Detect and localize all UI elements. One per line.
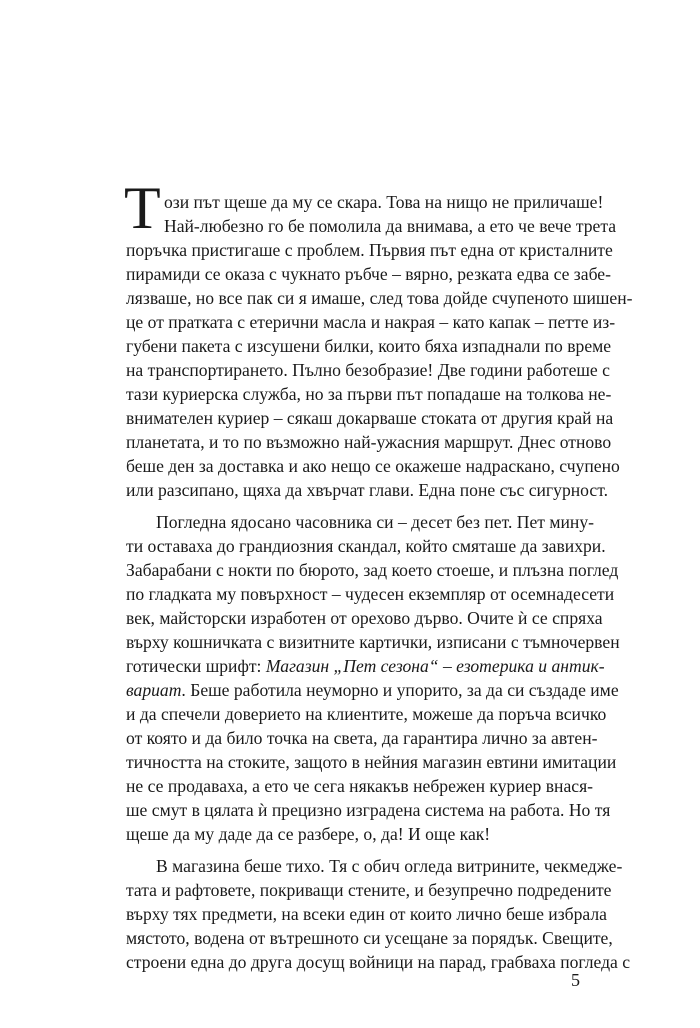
text-line: мястото, водена от вътрешното си усещане за порядък. Свещите, [126, 928, 613, 948]
text-run: готически шрифт: [126, 656, 266, 676]
text-line: върху кошничката с визитните картички, изписани с тъмночервен [126, 632, 620, 652]
text-line [126, 678, 619, 702]
text-line: Забарабани с нокти по бюрото, зад което стоеше, и плъзна поглед [126, 560, 619, 580]
text-line: по гладката му повърхност – чудесен екземпляр от осемнадесети [126, 584, 615, 604]
text-line: строени една до друга досущ войници на парад, грабваха погледа с [126, 952, 631, 972]
text-line: от която и да било точка на света, да гарантира лично за автен- [126, 728, 598, 748]
text-line: це от пратката с етерични масла и накрая – като капак – петте из- [126, 312, 616, 332]
text-line: не се продаваха, а ето че сега някакъв небрежен куриер внася- [126, 776, 594, 796]
text-line: поръчка пристигаше с проблем. Първия път една от кристалните [126, 240, 613, 260]
text-line: лязваше, но все пак си я имаше, след това дойде счупеното шишен- [126, 288, 633, 308]
text-line: пирамиди се оказа с чукнато ръбче – вярно, резката едва се забе- [126, 264, 611, 284]
text-line: върху тях предмети, на всеки един от които лично беше избрала [126, 904, 607, 924]
text-line: ти оставаха до грандиозния скандал, който смяташе да завихри. [126, 536, 606, 556]
text-line: ози път щеше да му се скара. Това на нищо не приличаше! [164, 192, 604, 212]
text-line: или разсипано, щяха да хвърчат глави. Една поне със сигурност. [126, 480, 608, 500]
page-number: 5 [571, 970, 580, 990]
text-line: тата и рафтовете, покриващи стените, и безупречно подредените [126, 880, 612, 900]
text-line: губени пакета с изсушени билки, които бяха изпаднали по време [126, 336, 612, 356]
text-line: планетата, и то по възможно най-ужасния маршрут. Днес отново [126, 432, 612, 452]
text-line: тичността на стоките, защото в нейния магазин евтини имитации [126, 752, 617, 772]
text-line: В магазина беше тихо. Тя с обич огледа витрините, чекмедже- [156, 856, 623, 876]
text-line: щеше да му даде да се разбере, о, да! И още как! [126, 824, 491, 844]
text-line: тази куриерска служба, но за първи път попадаше на толкова не- [126, 384, 612, 404]
text-line: на транспортирането. Пълно безобразие! Две години работеше с [126, 360, 610, 380]
text-line: и да спечели доверието на клиентите, можеше да поръча всичко [126, 704, 607, 724]
shop-name-italic: вариат [126, 680, 182, 700]
text-line: внимателен куриер – сякаш докарваше стоката от другия край на [126, 408, 614, 428]
text-line [126, 654, 605, 678]
text-line: Най-любезно го бе помолила да внимава, а ето че вече трета [164, 216, 617, 236]
drop-cap: Т [124, 175, 161, 241]
text-line: Погледна ядосано часовника си – десет без пет. Пет мину- [156, 512, 595, 532]
text-line: век, майсторски изработен от орехово дърво. Очите ѝ се спряха [126, 608, 603, 628]
text-line: беше ден за доставка и ако нещо се окажеше надраскано, счупено [126, 456, 620, 476]
text-run: . Беше работила неуморно и упорито, за да си създаде име [181, 680, 619, 700]
text-line: ше смут в цялата ѝ прецизно изградена система на работа. Но тя [126, 800, 611, 820]
shop-name-italic: Магазин „Пет сезона“ – езотерика и антик- [265, 656, 605, 676]
